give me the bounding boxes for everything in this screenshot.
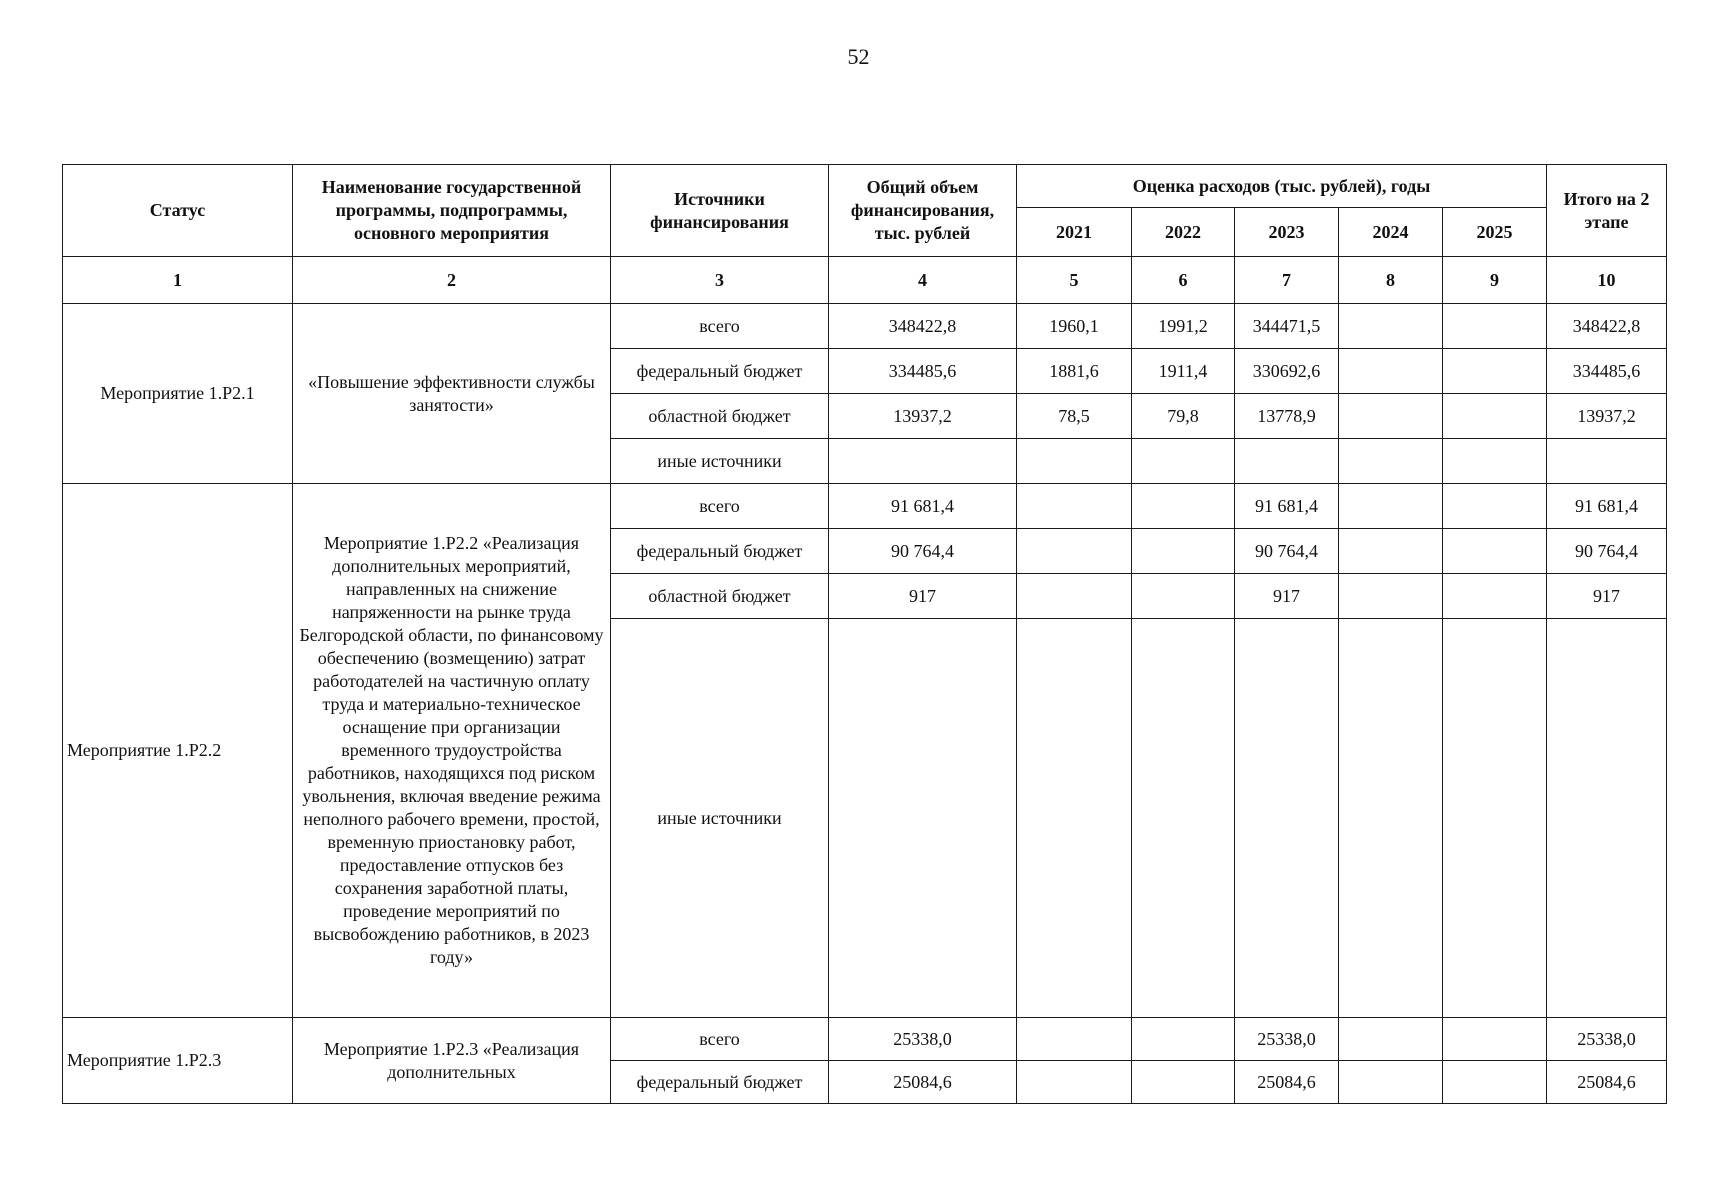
- year-cell: [1443, 529, 1547, 574]
- total-cell: [829, 619, 1017, 1018]
- year-cell: 91 681,4: [1235, 484, 1339, 529]
- year-cell: [1339, 349, 1443, 394]
- year-cell: 25084,6: [1235, 1061, 1339, 1104]
- stage-total-cell: 90 764,4: [1547, 529, 1667, 574]
- header-status: Статус: [63, 165, 293, 257]
- source-cell: областной бюджет: [611, 394, 829, 439]
- activity-name: Мероприятие 1.Р2.2 «Реализация дополнительных мероприятий, направленных на снижение напряженности на рынке труда Белгородской области, по финансовому обеспечению (возмещению) затрат работодателей на частичную оплату труда и материально-техническое оснащение при организации временного трудоустройства работников, находящихся под риском увольнения, включая введение режима неполного рабочего времени, простой, временную приостановку работ, предоставление отпусков без сохранения заработной платы, проведение мероприятий по высвобождению работников, в 2023 году»: [293, 484, 611, 1018]
- year-cell: [1339, 484, 1443, 529]
- year-cell: [1017, 529, 1132, 574]
- column-number: 3: [611, 257, 829, 304]
- year-cell: 78,5: [1017, 394, 1132, 439]
- source-cell: всего: [611, 304, 829, 349]
- page-number: 52: [847, 44, 870, 69]
- year-cell: [1132, 574, 1235, 619]
- year-cell: [1443, 439, 1547, 484]
- year-cell: 1881,6: [1017, 349, 1132, 394]
- source-cell: иные источники: [611, 619, 829, 1018]
- year-cell: [1443, 574, 1547, 619]
- column-numbers-row: [63, 257, 1667, 304]
- stage-total-cell: [1547, 439, 1667, 484]
- year-cell: [1132, 529, 1235, 574]
- header-year: 2024: [1339, 208, 1443, 257]
- total-cell: 13937,2: [829, 394, 1017, 439]
- source-cell: областной бюджет: [611, 574, 829, 619]
- header-total-volume: Общий объем финансирования, тыс. рублей: [829, 165, 1017, 257]
- source-cell: федеральный бюджет: [611, 1061, 829, 1104]
- activity-status: Мероприятие 1.Р2.3: [63, 1018, 293, 1104]
- year-cell: 1991,2: [1132, 304, 1235, 349]
- column-number: 2: [293, 257, 611, 304]
- stage-total-cell: 348422,8: [1547, 304, 1667, 349]
- year-cell: 917: [1235, 574, 1339, 619]
- stage-total-cell: 917: [1547, 574, 1667, 619]
- total-cell: [829, 439, 1017, 484]
- year-cell: 79,8: [1132, 394, 1235, 439]
- year-cell: [1443, 394, 1547, 439]
- stage-total-cell: 91 681,4: [1547, 484, 1667, 529]
- year-cell: [1443, 619, 1547, 1018]
- year-cell: 1911,4: [1132, 349, 1235, 394]
- stage-total-cell: [1547, 619, 1667, 1018]
- total-cell: 25338,0: [829, 1018, 1017, 1061]
- year-cell: [1017, 439, 1132, 484]
- stage-total-cell: 25338,0: [1547, 1018, 1667, 1061]
- header-year: 2025: [1443, 208, 1547, 257]
- year-cell: [1339, 1018, 1443, 1061]
- year-cell: [1235, 439, 1339, 484]
- year-cell: 90 764,4: [1235, 529, 1339, 574]
- total-cell: 334485,6: [829, 349, 1017, 394]
- activity-name: Мероприятие 1.Р2.3 «Реализация дополнительных: [293, 1018, 611, 1104]
- table-row: [63, 304, 1667, 349]
- stage-total-cell: 25084,6: [1547, 1061, 1667, 1104]
- header-name: Наименование государственной программы, подпрограммы, основного мероприятия: [293, 165, 611, 257]
- column-number: 4: [829, 257, 1017, 304]
- column-number: 1: [63, 257, 293, 304]
- source-cell: всего: [611, 484, 829, 529]
- year-cell: [1443, 304, 1547, 349]
- column-number: 9: [1443, 257, 1547, 304]
- year-cell: [1339, 619, 1443, 1018]
- year-cell: [1339, 574, 1443, 619]
- stage-total-cell: 13937,2: [1547, 394, 1667, 439]
- year-cell: [1339, 439, 1443, 484]
- year-cell: 13778,9: [1235, 394, 1339, 439]
- year-cell: [1132, 439, 1235, 484]
- stage-total-cell: 334485,6: [1547, 349, 1667, 394]
- year-cell: 330692,6: [1235, 349, 1339, 394]
- column-number: 6: [1132, 257, 1235, 304]
- year-cell: [1339, 304, 1443, 349]
- header-row: [63, 165, 1667, 208]
- year-cell: [1017, 484, 1132, 529]
- total-cell: 917: [829, 574, 1017, 619]
- header-sources: Источники финансирования: [611, 165, 829, 257]
- year-cell: [1235, 619, 1339, 1018]
- year-cell: [1443, 349, 1547, 394]
- header-year: 2023: [1235, 208, 1339, 257]
- header-year: 2022: [1132, 208, 1235, 257]
- year-cell: 344471,5: [1235, 304, 1339, 349]
- source-cell: иные источники: [611, 439, 829, 484]
- total-cell: 348422,8: [829, 304, 1017, 349]
- year-cell: [1132, 1061, 1235, 1104]
- total-cell: 25084,6: [829, 1061, 1017, 1104]
- source-cell: федеральный бюджет: [611, 529, 829, 574]
- header-estimate: Оценка расходов (тыс. рублей), годы: [1017, 165, 1547, 208]
- financing-table: [62, 164, 1667, 1104]
- year-cell: 25338,0: [1235, 1018, 1339, 1061]
- header-stage-total: Итого на 2 этапе: [1547, 165, 1667, 257]
- column-number: 7: [1235, 257, 1339, 304]
- year-cell: [1443, 1061, 1547, 1104]
- year-cell: [1339, 529, 1443, 574]
- column-number: 10: [1547, 257, 1667, 304]
- header-year: 2021: [1017, 208, 1132, 257]
- total-cell: 91 681,4: [829, 484, 1017, 529]
- year-cell: [1339, 1061, 1443, 1104]
- column-number: 5: [1017, 257, 1132, 304]
- source-cell: федеральный бюджет: [611, 349, 829, 394]
- activity-status: Мероприятие 1.Р2.1: [63, 304, 293, 484]
- year-cell: [1443, 484, 1547, 529]
- total-cell: 90 764,4: [829, 529, 1017, 574]
- year-cell: [1132, 619, 1235, 1018]
- column-number: 8: [1339, 257, 1443, 304]
- activity-name: «Повышение эффективности службы занятости»: [293, 304, 611, 484]
- year-cell: [1443, 1018, 1547, 1061]
- year-cell: [1017, 574, 1132, 619]
- year-cell: 1960,1: [1017, 304, 1132, 349]
- table-row: [63, 484, 1667, 529]
- source-cell: всего: [611, 1018, 829, 1061]
- year-cell: [1017, 1061, 1132, 1104]
- year-cell: [1017, 619, 1132, 1018]
- year-cell: [1017, 1018, 1132, 1061]
- year-cell: [1132, 484, 1235, 529]
- table-row: [63, 1018, 1667, 1061]
- activity-status: Мероприятие 1.Р2.2: [63, 484, 293, 1018]
- year-cell: [1339, 394, 1443, 439]
- year-cell: [1132, 1018, 1235, 1061]
